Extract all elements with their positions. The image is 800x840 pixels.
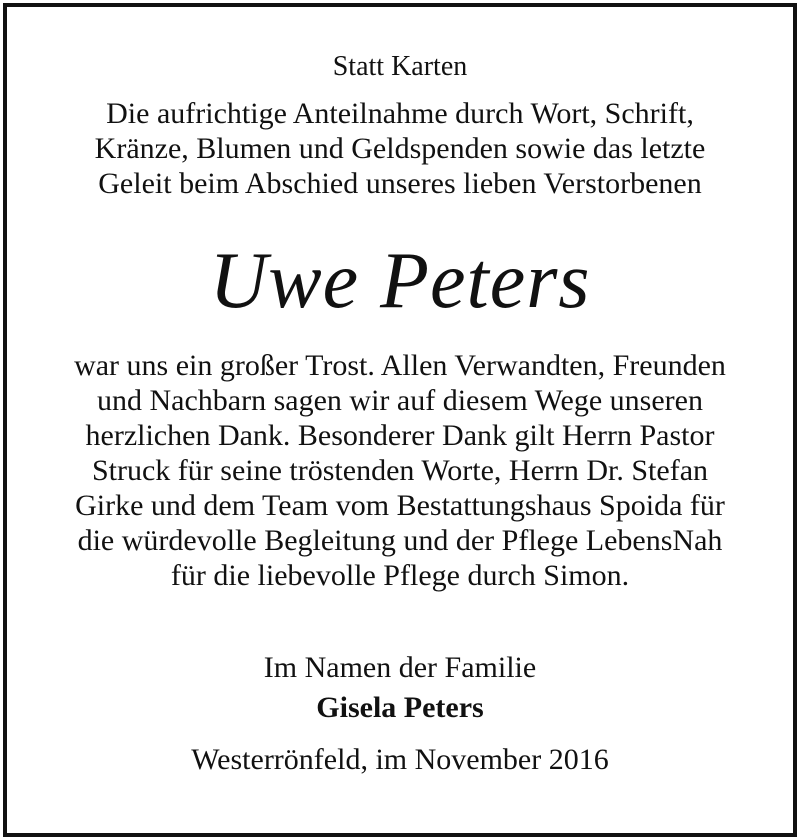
thanks-line: war uns ein großer Trost. Allen Verwandten, Freunden: [74, 349, 726, 382]
thanks-line: und Nachbarn sagen wir auf diesem Wege unseren: [97, 384, 703, 417]
intro-text: [7, 96, 793, 201]
thanks-line: die würdevolle Begleitung und der Pflege LebensNah: [77, 524, 723, 557]
intro-line: Kränze, Blumen und Geldspenden sowie das letzte: [94, 132, 706, 165]
thanks-line: herzlichen Dank. Besonderer Dank gilt Herrn Pastor: [85, 419, 715, 452]
thanks-line: Struck für seine tröstenden Worte, Herrn Dr. Stefan: [91, 454, 709, 487]
place-date: Westerrönfeld, im November 2016: [191, 743, 609, 776]
intro-line: Geleit beim Abschied unseres lieben Verstorbenen: [98, 167, 702, 200]
thanks-line: für die liebevolle Pflege durch Simon.: [170, 559, 630, 592]
notice-frame: [3, 3, 797, 837]
notice-header: Statt Karten: [332, 51, 468, 82]
intro-line: Die aufrichtige Anteilnahme durch Wort, Schrift,: [106, 97, 694, 130]
thanks-text: [7, 348, 793, 593]
deceased-name: Uwe Peters: [209, 237, 591, 325]
closing-phrase: Im Namen der Familie: [263, 651, 537, 684]
signer-name: Gisela Peters: [316, 691, 484, 724]
thanks-line: Girke und dem Team vom Bestattungshaus Spoida für: [75, 489, 725, 522]
